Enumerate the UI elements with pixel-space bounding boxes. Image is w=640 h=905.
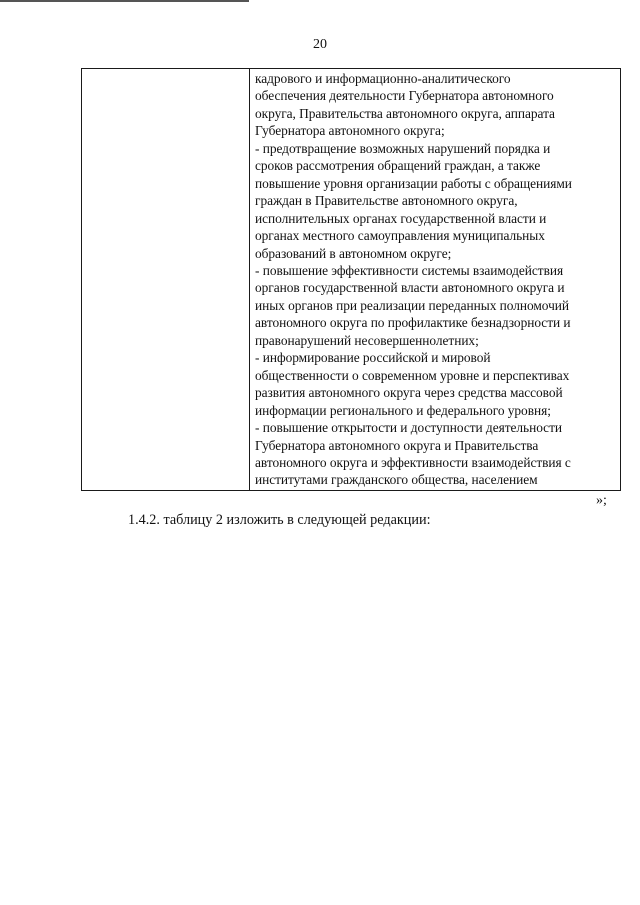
table-right-cell [250,69,620,490]
table-text-line: - информирование российской и мировой [255,350,491,366]
table-text-line: институтами гражданского общества, населением [255,472,538,488]
table-text-line: - предотвращение возможных нарушений порядка и [255,140,551,156]
amendment-instruction: 1.4.2. таблицу 2 изложить в следующей редакции: [128,512,431,528]
table-text-line: округа, Правительства автономного округа, аппарата [255,105,555,121]
table-text-line: автономного округа по профилактике безнадзорности и [255,315,571,331]
document-table [81,68,621,491]
table-text-line: кадрового и информационно-аналитического [255,71,511,86]
table-text-line: обеспечения деятельности Губернатора автономного [255,88,554,104]
table-text-line: органах местного самоуправления муниципальных [255,228,545,244]
table-text-line: - повышение эффективности системы взаимодействия [255,262,564,278]
table-text-line: исполнительных органах государственной власти и [255,210,547,226]
table-text-line: - повышение открытости и доступности деятельности [255,420,562,436]
table-text-line: иных органов при реализации переданных полномочий [255,297,570,313]
table-text-line: органов государственной власти автономного округа и [255,280,565,296]
table-text-line: граждан в Правительстве автономного округа, [255,193,518,209]
table-text-line: развития автономного округа через средства массовой [255,385,563,401]
closing-quote: »; [596,493,607,508]
table-text-line: общественности о современном уровне и перспективах [255,367,570,383]
page-number: 20 [313,37,327,52]
table-text-line: образований в автономном округе; [255,245,452,261]
table-left-cell [82,69,250,490]
table-text-line: сроков рассмотрения обращений граждан, а также [255,158,541,174]
header-rule [0,0,249,2]
table-text-line: повышение уровня организации работы с обращениями [255,175,572,191]
table-text-line: правонарушений несовершеннолетних; [255,332,479,348]
table-text-line: информации регионального и федерального уровня; [255,402,551,418]
table-text-line: автономного округа и эффективности взаимодействия с [255,454,571,470]
table-text-line: Губернатора автономного округа; [255,123,445,139]
table-text-line: Губернатора автономного округа и Правительства [255,437,539,453]
